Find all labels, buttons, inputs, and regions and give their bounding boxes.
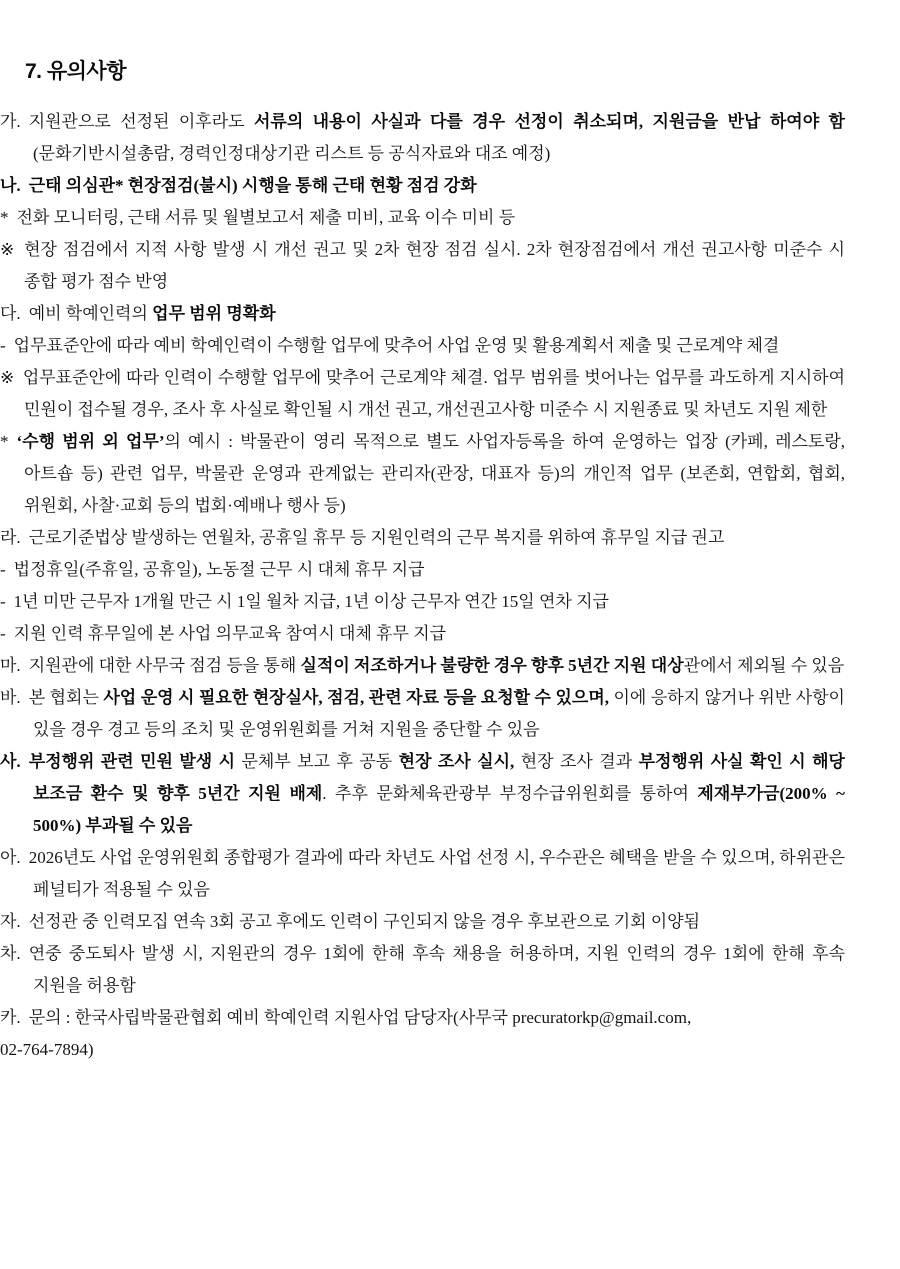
emphasis-text: 부정행위 관련 민원 발생 시 — [28, 752, 236, 771]
body-text: 예비 학예인력의 — [28, 304, 153, 323]
list-item — [0, 650, 845, 682]
emphasis-text: 제재부가금(200% ~ 500%) 부과될 수 있음 — [33, 784, 845, 835]
body-text: 지원관에 대한 사무국 점검 등을 통해 — [28, 656, 301, 675]
bullet-marker: * — [0, 208, 9, 227]
item-marker: 가. — [0, 112, 21, 131]
item-marker: 다. — [0, 304, 21, 323]
body-text: 지원 인력 휴무일에 본 사업 의무교육 참여시 대체 휴무 지급 — [13, 624, 447, 643]
sub-list-item — [0, 586, 845, 618]
body-text: 지원관으로 선정된 이후라도 — [28, 112, 254, 131]
item-marker: 사. — [0, 752, 21, 771]
list-item — [0, 522, 845, 554]
body-text: 현장 조사 결과 — [514, 752, 639, 771]
bullet-marker: * — [0, 432, 9, 451]
item-marker: 아. — [0, 848, 21, 867]
list-item — [0, 746, 845, 842]
bullet-marker: ※ — [0, 240, 17, 259]
body-text: 근로기준법상 발생하는 연월차, 공휴일 휴무 등 지원인력의 근무 복지를 위하여 휴무일 지급 권고 — [28, 528, 725, 547]
body-text: . 추후 문화체육관광부 부정수급위원회를 통하여 — [322, 784, 698, 803]
body-text: 전화 모니터링, 근태 서류 및 월별보고서 제출 미비, 교육 이수 미비 등 — [16, 208, 516, 227]
sub-list-item — [0, 618, 845, 650]
emphasis-text: 업무 범위 명확화 — [152, 304, 276, 323]
section-heading: 7. 유의사항 — [25, 60, 126, 83]
sub-list-item — [0, 362, 845, 426]
emphasis-text: 서류의 내용이 사실과 다를 경우 선정이 취소되며, 지원금을 반납 하여야 함 — [253, 112, 845, 131]
body-text: 02-764-7894) — [0, 1040, 94, 1059]
continuation-line — [0, 1034, 845, 1066]
sub-list-item — [0, 426, 845, 522]
emphasis-text: 근태 의심관* 현장점검(불시) 시행을 통해 근태 현황 점검 강화 — [28, 176, 477, 195]
sub-list-item — [0, 330, 845, 362]
body-text: 문의 : 한국사립박물관협회 예비 학예인력 지원사업 담당자(사무국 precuratorkp@gmail.com, — [28, 1008, 692, 1027]
bullet-marker: - — [0, 592, 6, 611]
item-marker: 바. — [0, 688, 21, 707]
item-marker: 라. — [0, 528, 21, 547]
body-text: 관에서 제외될 수 있음 — [683, 656, 845, 675]
body-text: 문체부 보고 후 공동 — [235, 752, 399, 771]
body-text: 의 예시 : 박물관이 영리 목적으로 별도 사업자등록을 하여 운영하는 업장 (카페, 레스토랑, 아트숍 등) 관련 업무, 박물관 운영과 관계없는 관리자(관장, 대표자 등)의 개인적 업무 (보존회, 연합회, 협회, 위원회, 사찰·교회 등의 법회·예배나 행사 등) — [24, 432, 846, 515]
body-text: (문화기반시설총람, 경력인정대상기관 리스트 등 공식자료와 대조 예정) — [33, 144, 551, 163]
item-marker: 카. — [0, 1008, 21, 1027]
list-item — [0, 906, 845, 938]
bullet-marker: - — [0, 560, 6, 579]
sub-list-item — [0, 202, 845, 234]
list-item — [0, 170, 845, 202]
emphasis-text: ‘수행 범위 외 업무’ — [16, 432, 165, 451]
list-item — [0, 842, 845, 906]
body-text: 법정휴일(주휴일, 공휴일), 노동절 근무 시 대체 휴무 지급 — [13, 560, 425, 579]
body-text: 현장 점검에서 지적 사항 발생 시 개선 권고 및 2차 현장 점검 실시. 2차 현장점검에서 개선 권고사항 미준수 시 종합 평가 점수 반영 — [24, 240, 845, 291]
list-item — [0, 106, 845, 170]
body-text: 선정관 중 인력모집 연속 3회 공고 후에도 인력이 구인되지 않을 경우 후보관으로 기회 이양됨 — [28, 912, 701, 931]
body-text: 이에 응하지 않거나 위반 사항이 있을 경우 경고 등의 조치 및 운영위원회를 거쳐 지원을 중단할 수 있음 — [33, 688, 845, 739]
list-item — [0, 938, 845, 1002]
emphasis-text: 사업 운영 시 필요한 현장실사, 점검, 관련 자료 등을 요청할 수 있으며, — [103, 688, 609, 707]
bullet-marker: - — [0, 624, 6, 643]
item-marker: 나. — [0, 176, 21, 195]
item-marker: 차. — [0, 944, 21, 963]
emphasis-text: 부정행위 사실 확인 시 해당 보조금 환수 및 향후 5년간 지원 배제 — [33, 752, 845, 803]
body-text: 업무표준안에 따라 인력이 수행할 업무에 맞추어 근로계약 체결. 업무 범위를 벗어나는 업무를 과도하게 지시하여 민원이 접수될 경우, 조사 후 사실로 확인될 시 개선 권고, 개선권고사항 미준수 시 지원종료 및 차년도 지원 제한 — [22, 368, 845, 419]
bullet-marker: - — [0, 336, 6, 355]
item-marker: 마. — [0, 656, 21, 675]
body-text: 업무표준안에 따라 예비 학예인력이 수행할 업무에 맞추어 사업 운영 및 활용계획서 제출 및 근로계약 체결 — [13, 336, 780, 355]
notice-list — [0, 106, 845, 1066]
body-text: 연중 중도퇴사 발생 시, 지원관의 경우 1회에 한해 후속 채용을 허용하며, 지원 인력의 경우 1회에 한해 후속 지원을 허용함 — [28, 944, 845, 995]
sub-list-item — [0, 554, 845, 586]
body-text: 1년 미만 근무자 1개월 만근 시 1일 월차 지급, 1년 이상 근무자 연간 15일 연차 지급 — [13, 592, 609, 611]
sub-list-item — [0, 234, 845, 298]
emphasis-text: 실적이 저조하거나 불량한 경우 향후 5년간 지원 대상 — [300, 656, 684, 675]
emphasis-text: 현장 조사 실시, — [398, 752, 515, 771]
list-item — [0, 298, 845, 330]
body-text: 2026년도 사업 운영위원회 종합평가 결과에 따라 차년도 사업 선정 시, 우수관은 혜택을 받을 수 있으며, 하위관은 페널티가 적용될 수 있음 — [28, 848, 845, 899]
item-marker: 자. — [0, 912, 21, 931]
list-item — [0, 682, 845, 746]
list-item — [0, 1002, 845, 1034]
bullet-marker: ※ — [0, 368, 15, 387]
body-text: 본 협회는 — [28, 688, 104, 707]
